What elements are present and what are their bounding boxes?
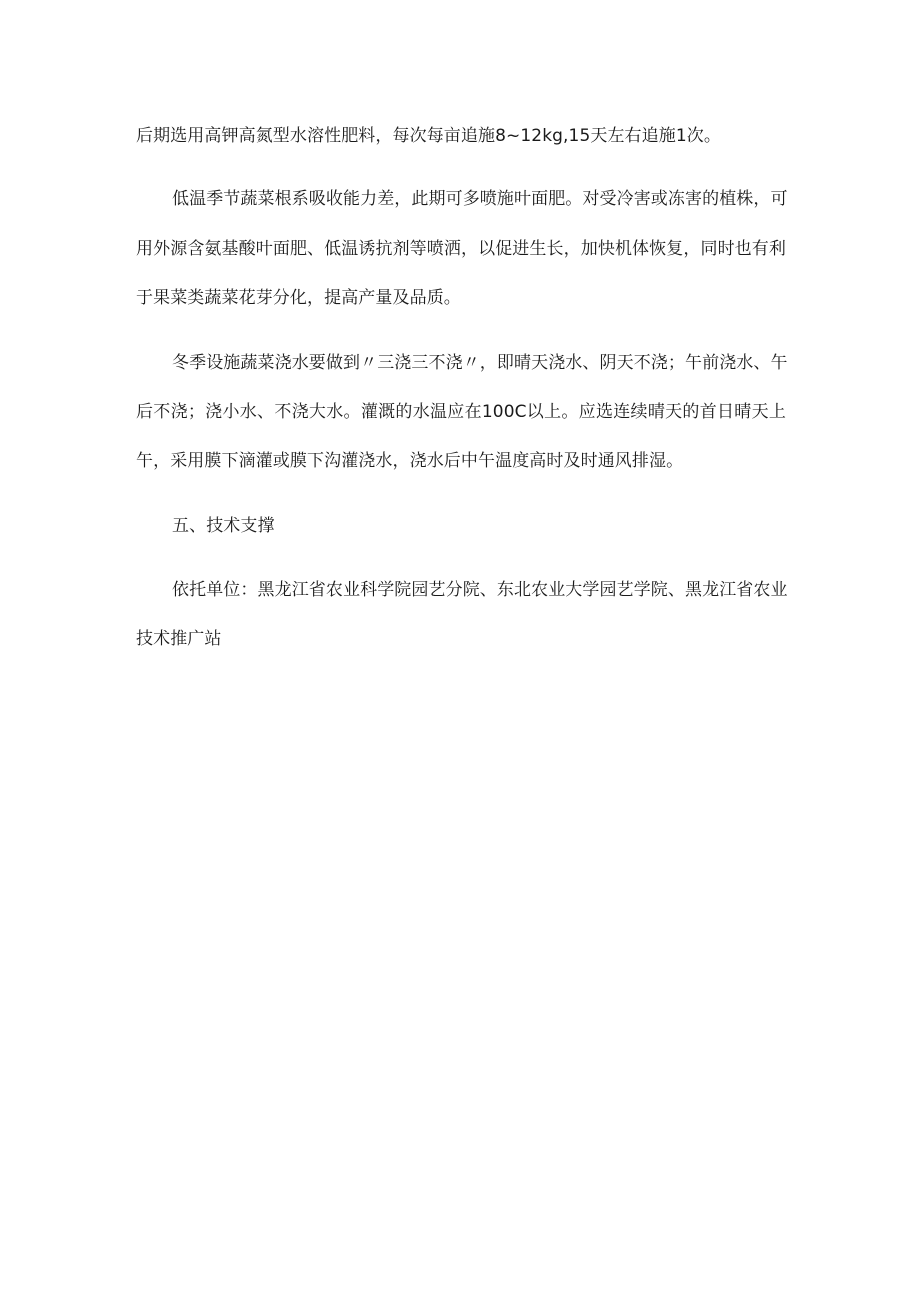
paragraph-3-line-3: 午，采用膜下滴灌或膜下沟灌浇水，浇水后中午温度高时及时通风排湿。: [136, 451, 684, 471]
paragraph-3-line-2: 后不浇；浇小水、不浇大水。灌溉的水温应在100C以上。应选连续晴天的首日晴天上: [136, 402, 786, 422]
paragraph-4-line-1: 依托单位：黑龙江省农业科学院园艺分院、东北农业大学园艺学院、黑龙江省农业: [172, 580, 788, 600]
section-heading: 五、技术支撑: [172, 516, 275, 536]
paragraph-2-line-3: 于果菜类蔬菜花芽分化，提高产量及品质。: [136, 288, 461, 308]
paragraph-4-line-2: 技术推广站: [136, 629, 222, 649]
paragraph-2-line-2: 用外源含氨基酸叶面肥、低温诱抗剂等喷洒，以促进生长，加快机体恢复，同时也有利: [136, 239, 786, 259]
paragraph-2-line-1: 低温季节蔬菜根系吸收能力差，此期可多喷施叶面肥。对受冷害或冻害的植株，可: [172, 189, 788, 209]
paragraph-1-line-1: 后期选用高钾高氮型水溶性肥料，每次每亩追施8~12kg,15天左右追施1次。: [136, 126, 721, 146]
paragraph-3-line-1: 冬季设施蔬菜浇水要做到〃三浇三不浇〃，即晴天浇水、阴天不浇；午前浇水、午: [172, 353, 788, 373]
